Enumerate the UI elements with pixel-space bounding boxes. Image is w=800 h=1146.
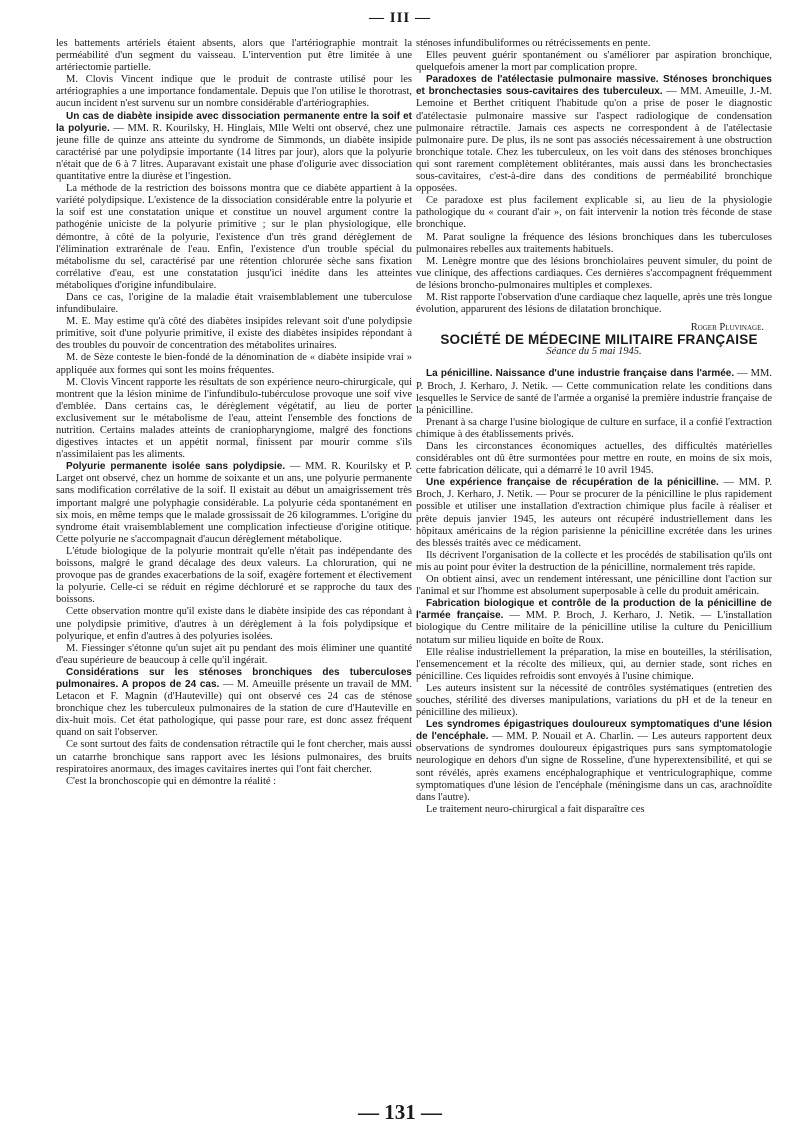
paragraph-text: — MM. P. Broch, J. Kerharo, J. Netik. — Pour se procurer de la pénicilline le plus rapidement possible et utiliser une installation d'extraction chimique plus facile à réaliser et prête depuis janvier 1945, les auteurs ont récupéré industriellement dans les hôpitaux américains de la région parisienne la pénicilline excrétée dans les urines des blessés traités avec ce médicament.: [416, 477, 772, 549]
paragraph: M. Clovis Vincent rapporte les résultats de son expérience neuro-chirurgicale, qui montrent que la lésion minime de l'infundibulo-tubérculose provoque une soif vive d'emblée. Dans certains cas, le dérèglement végétatif, au lieu de porter exclusivement sur le métabolisme de l'eau, atteint l'ensemble des fonctions de nutrition. Certains malades atteints de craniopharyngiome, malgré des fonctions digestives intactes et un appétit normal, finissent par mourir comme s'ils n'assimilaient pas les aliments.: [56, 376, 412, 461]
paragraph-text: — MM. Ameuille, J.-M. Lemoine et Berthet critiquent l'habitude qu'on a prise de poser le diagnostic d'atélectasie pulmonaire massive sur l'aspect radiologique de condensation pulmonaire rétractile. Jamais ces aspects ne correspondent à de l'atélectasie pulmonaire pure. De plus, ils ne sont pas associés nécessairement à une obstruction bronchique totale. Chez les tuberculeux, on les voit dans des sténoses bronchiques qui sont rarement complètement oblitérantes, mais aussi dans les bronchectasies sous-cavitaires, c'est-à-dire dans des conditions de perméabilité bronchique opposées.: [416, 86, 772, 195]
paragraph: On obtient ainsi, avec un rendement intéressant, une pénicilline dont l'action sur l'animal et sur l'homme est absolument superposable à celle du produit américain.: [416, 574, 772, 598]
section-paragraph: [416, 598, 772, 646]
section-heading: Une expérience française de récupération de la pénicilline.: [426, 477, 719, 489]
section-paragraph: [416, 719, 772, 804]
paragraph: Prenant à sa charge l'usine biologique de culture en surface, il a confié l'extraction chimique à des établissements privés.: [416, 416, 772, 440]
paragraph: Ils décrivent l'organisation de la collecte et les procédés de stabilisation qu'ils ont mis au point pour éviter la destruction de la pénicilline, normalement très rapide.: [416, 549, 772, 573]
paragraph-text: — M. Ameuille présente un travail de MM. Letacon et F. Magnin (d'Hauteville) qui ont observé ces 24 cas de sténose bronchique chez les tuberculeux pulmonaires de la station de cure d'Hauteville en dix-huit mois. Cet état pathologique, qui passe pour rare, est donc assez fréquent quand on sait l'observer.: [56, 678, 412, 739]
section-paragraph: [56, 111, 412, 184]
paragraph: M. Lenègre montre que des lésions bronchiolaires peuvent simuler, du point de vue clinique, des affections cardiaques. Ces dernières s'accompagnent fréquemment de lésions broncho-pulmonaires multiples et complexes.: [416, 255, 772, 291]
paragraph: M. E. May estime qu'à côté des diabètes insipides relevant soit d'une polydipsie primitive, soit d'une polyurie primitive, il existe des diabètes insipides répondant à des troubles du pouvoir de concentration des métabolites urinaires.: [56, 316, 412, 352]
section-title: SOCIÉTÉ DE MÉDECINE MILITAIRE FRANÇAISE: [440, 332, 758, 348]
paragraph-text: — MM. P. Broch, J. Kerharo, J. Netik. — Cette communication relate les conditions dans lesquelles le Service de santé de l'armée a organisé la première industrie française de la pénicilline.: [416, 368, 772, 416]
paragraph: Cette observation montre qu'il existe dans le diabète insipide des cas répondant à une polydipsie primitive, d'autres à un dérèglement à la fois polydipsique et polyurique, et enfin d'autres à des polyuries isolées.: [56, 606, 412, 642]
section-heading: Fabrication biologique et contrôle de la production de la pénicilline de l'armée française.: [416, 598, 772, 622]
section-paragraph: [416, 74, 772, 195]
paragraph-text: — MM. R. Kourilsky et P. Larget ont observé, chez un homme de soixante et un ans, une polyurie permanente sans modification corrélative de la soif. Il existait au début un amaigrissement très important malgré une polyphagie considérable. La polyurie céda spontanément en six mois, en même temps que le malade grossissait de 26 kilogrammes. L'origine du syndrome était vraisemblablement une complication infectieuse d'origine otitique. Cette polyurie ne s'accompagnait d'aucun dérèglement métabolique.: [56, 461, 412, 545]
paragraph: M. Fiessinger s'étonne qu'un sujet ait pu pendant des mois éliminer une quantité d'eau supérieure de beaucoup à celle qu'il ingérait.: [56, 642, 412, 666]
paragraph: La méthode de la restriction des boissons montra que ce diabète appartient à la variété polydipsique. L'existence de la dissociation considérable entre la polyurie et la soif est une constatation unique et constitue un nouvel argument contre la pathogénie uniciste de la polyurie primitive ; sur le plan physiologique, elle démontre, à côté de la polyurie, l'existence d'un très grand dérèglement de l'élimination extrarénale de l'eau. Enfin, l'existence d'un trouble spécial du métabolisme du sel, caractérisé par une rétention chlorurée sèche sans fixation corrélative d'eau, est une constatation jusqu'ici inédite dans les atteintes métaboliques d'origine infundibulaire.: [56, 183, 412, 291]
section-heading: La pénicilline. Naissance d'une industrie française dans l'armée.: [426, 368, 735, 380]
paragraph: M. Parat souligne la fréquence des lésions bronchiques dans les tuberculoses pulmonaires rebelles aux traitements habituels.: [416, 231, 772, 255]
paragraph-text: — MM. R. Kourilsky, H. Hinglais, Mlle Welti ont observé, chez une jeune fille de quinze ans atteinte du syndrome de Simmonds, un diabète insipide caractérisé par une polydipsie importante (14 litres par jour), alors que la polyurie n'était que de 6 à 7 litres. Auparavant existait une phase d'oligurie avec dissociation quantitative entre la diurèse et l'ingestion.: [56, 122, 412, 183]
paragraph: M. de Sèze conteste le bien-fondé de la dénomination de « diabète insipide vrai » appliquée aux formes qui sont les moins fréquentes.: [56, 352, 412, 376]
paragraph-text: — MM. P. Broch, J. Kerharo, J. Netik. — L'installation biologique du Centre militaire de la pénicilline utilise la culture du Penicillium notatum sur milieu liquide en boîte de Roux.: [416, 610, 772, 646]
paragraph: C'est la bronchoscopie qui en démontre la réalité :: [66, 775, 277, 787]
section-paragraph: [56, 667, 412, 740]
paragraph: Elles peuvent guérir spontanément ou s'améliorer par aspiration bronchique, quelquefois amener la mort par complication propre.: [416, 50, 772, 74]
paragraph: les battements artériels étaient absents, alors que l'artériographie montrait la perméabilité d'un segment du vaisseau. L'intervention put être limitée à une artériectomie partielle.: [56, 38, 412, 74]
section-paragraph: [416, 368, 772, 416]
section-paragraph: [416, 477, 772, 550]
section-heading: Polyurie permanente isolée sans polydipsie.: [66, 461, 286, 473]
paragraph: sténoses infundibuliformes ou rétrécissements en pente.: [416, 38, 651, 49]
session-date: Séance du 5 mai 1945.: [546, 346, 642, 358]
right-column: [416, 38, 772, 1096]
section-heading: Paradoxes de l'atélectasie pulmonaire massive. Sténoses bronchiques et bronchectasies sous-cavitaires des tuberculeux.: [416, 74, 772, 98]
paragraph: Dans ce cas, l'origine de la maladie était vraisemblablement une tuberculose infundibulaire.: [56, 291, 412, 316]
paragraph-text: — MM. P. Nouail et A. Charlin. — Les auteurs rapportent deux observations de syndromes douloureux épigastriques purs sans symptomatologie neurologique en dehors d'un signe de Rosseline, d'une hyperextensibilité, et qui se sont révélés, après examens encéphalographique et ventriculographique, comme symptomatiques d'une lésion de l'encéphale (méningisme dans un cas, arachnoïdite dans l'autre).: [416, 731, 772, 803]
page-number: — 131 —: [358, 1100, 442, 1124]
section-heading: Un cas de diabète insipide avec dissociation permanente entre la soif et la polyurie.: [56, 110, 412, 134]
section-paragraph: [56, 461, 412, 546]
paragraph: Ce sont surtout des faits de condensation rétractile qui le font chercher, mais aussi un catarrhe bronchique sans rapport avec les lésions pulmonaires, des bruits respiratoires anormaux, des images cavitaires inertes qui l'ont fait chercher.: [56, 739, 412, 775]
section-heading: Considérations sur les sténoses bronchiques des tuberculoses pulmonaires. A propos de 24 cas.: [56, 666, 412, 690]
paragraph: Les auteurs insistent sur la nécessité de contrôles systématiques (entretien des souches, stérilité des diverses manipulations, variations du pH et de la teneur en pénicilline des milieux).: [416, 682, 772, 719]
paragraph: Le traitement neuro-chirurgical a fait disparaître ces: [426, 803, 645, 815]
section-heading: Les syndromes épigastriques douloureux symptomatiques d'une lésion de l'encéphale.: [416, 719, 772, 743]
paragraph: L'étude biologique de la polyurie montrait qu'elle n'était pas indépendante des boissons, malgré le grand décalage des deux valeurs. La chloruration, qui ne provoque pas de grandes exacerbations de la soif, exagère fortement et électivement la polyurie. Celle-ci se réduit en régime déchloruré et se rapproche du taux des boissons.: [56, 545, 412, 606]
paragraph: M. Rist rapporte l'observation d'une cardiaque chez laquelle, après une très longue évolution, apparurent des lésions de dilatation bronchique.: [416, 291, 772, 316]
paragraph: Dans les circonstances économiques actuelles, des difficultés matérielles considérables ont dû être surmontées pour mettre en route, en moins de six mois, cette fabrication délicate, qui a démarré le 10 avril 1945.: [416, 441, 772, 477]
left-column: [56, 38, 412, 1096]
paragraph: Ce paradoxe est plus facilement explicable si, au lieu de la physiologie pathologique du « courant d'air », on fait intervenir la notion très féconde de stase bronchique.: [416, 195, 772, 231]
page-header-folio: — III —: [368, 10, 431, 26]
author-signature: Roger Pluvinage.: [690, 322, 764, 334]
paragraph: M. Clovis Vincent indique que le produit de contraste utilisé pour les artériographies a une importance fondamentale. Depuis que l'on utilise le thorotrast, aucun incident n'est survenu sur un nombre considérable d'artériographies.: [56, 74, 412, 110]
paragraph: Elle réalise industriellement la préparation, la mise en bouteilles, la stérilisation, l'ensemencement et la récolte des milieux, qui, au dernier stade, sont riches en pénicilline. Ces liquides refroidis sont envoyés à l'usine chimique.: [416, 646, 772, 682]
